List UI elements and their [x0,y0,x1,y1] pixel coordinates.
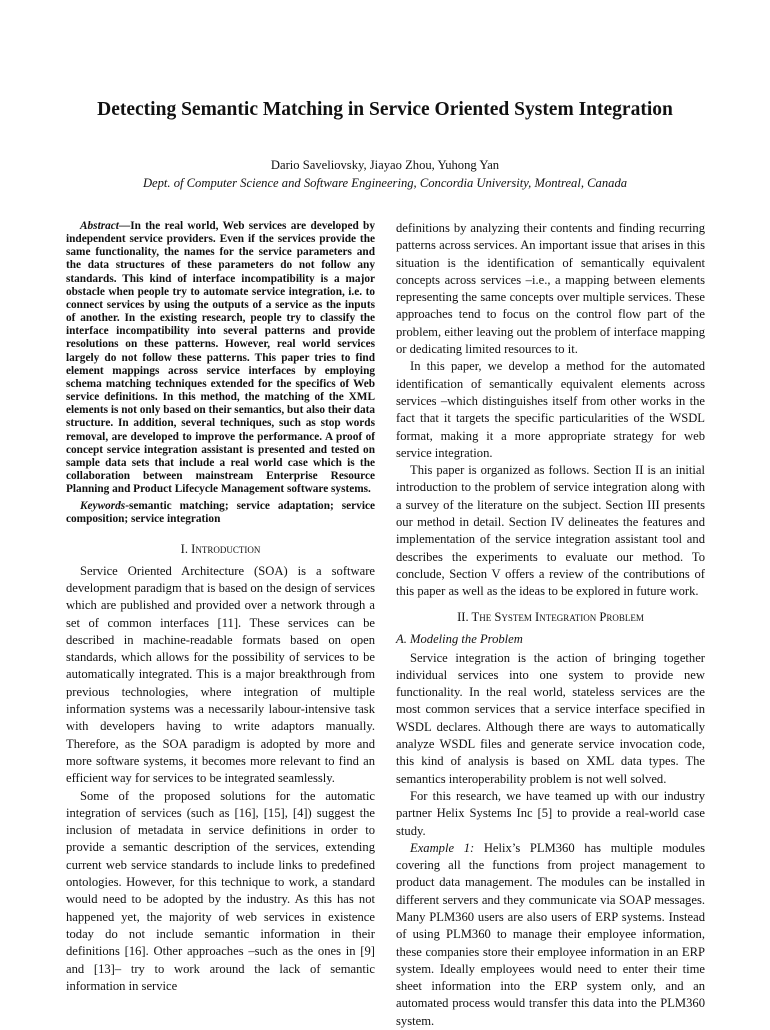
abstract-label: Abstract [80,220,119,232]
intro-paragraph-2: Some of the proposed solutions for the automatic integration of services (such as [16], [15], [4]) suggest the inclusion of metadata in service definitions in order to provide a semantic description of the services, extending current web service standards to include links to predefined ontologies. However, for this technique to work, a standard would need to be adopted by the industry. As this has not happened yet, the majority of web services in existence today do not include semantic information in their definitions [16]. Other approaches –such as the ones in [9] and [13]– try to work around the lack of semantic information in service [66,788,375,993]
abstract-text: —In the real world, Web services are developed by independent service providers. Even if the services provide the same functionality, the names for the service parameters and the data structures of these parameters do not follow any standards. This kind of interface incompatibility is a major obstacle when people try to automate service integration, i.e. to connect services by using the outputs of a service as the inputs of another. In the existing research, people try to classify the interface incompatibility into several patterns and provide resolutions on these patterns. However, real world services largely do not follow these patterns. This paper tries to find element mappings across service interfaces by employing schema matching techniques extended for the specifics of Web service definitions. In this method, the matching of the XML elements is not only based on their semantics, but also their data structure. In addition, several techniques, such as stop words removal, are developed to improve the performance. A proof of concept service integration assistant is presented and tested on sample data sets that include a real world case which is the collaboration between mainstream Enterprise Resource Planning and Product Lifecycle Management software systems. [66,220,376,496]
section-heading-system-integration: II. The System Integration Problem [457,609,644,624]
paper-title: Detecting Semantic Matching in Service Oriented System Integration [97,99,673,120]
intro-paragraph-3: In this paper, we develop a method for the automated identification of semantically equivalent elements across services –which distinguishes itself from other works in the fact that it targets the specific particularities of the WSDL format, making it a more appropriate strategy for web service integration. [396,359,705,460]
intro-paragraph-4: This paper is organized as follows. Section II is an initial introduction to the problem of service integration along with a survey of the literature on the subject. Section III presents our method in detail. Section IV delineates the features and implementation of the service integration assistant tool and describes the experiments to evaluate our method. To conclude, Section V offers a review of the contributions of this paper as well as the ideas to be explored in future work. [396,463,705,599]
keywords-label: Keywords [80,500,126,513]
example-1-label: Example 1: [410,840,475,855]
section2-paragraph-2: For this research, we have teamed up with our industry partner Helix Systems Inc [5] to provide a real-world case study. [396,788,705,838]
section-heading-introduction: I. Introduction [180,541,261,556]
subsection-heading-modeling: A. Modeling the Problem [396,631,523,646]
keywords [66,500,375,526]
author-list: Dario Saveliovsky, Jiayao Zhou, Yuhong Yan [270,158,500,172]
keywords-text: -semantic matching; service adaptation; service composition; service integration [66,500,375,526]
author-affiliation: Dept. of Computer Science and Software Engineering, Concordia University, Montreal, Canada [142,176,628,190]
section2-paragraph-1: Service integration is the action of bringing together individual services into one system to provide new functionality. In the real world, stateless services are the most common services that a service interface specified in WSDL declares. Although there are ways to automatically analyze WSDL files and generate service invocation code, this kind of analysis is based on XML data types. The semantics interoperability problem is not well solved. [396,650,705,786]
example-1-paragraph [396,840,705,1030]
intro-paragraph-1: Service Oriented Architecture (SOA) is a software development paradigm that is based on the design of services which are published and provided over a network through a set of common interfaces [11]. These services can be described in machine-readable formats based on open standards, which allows for the possibility of services to be automatically integrated. This is a major breakthrough from previous technologies, where integration of multiple information systems was a necessarily labour-intensive task with developers having to write adaptors manually. Therefore, as the SOA paradigm is adopted by more and more software systems, it becomes more relevant to find an efficient way for services to be integrated seamlessly. [66,563,375,786]
intro-paragraph-2-continued: definitions by analyzing their contents and finding recurring patterns across services. An important issue that arises in this situation is the identification of semantically equivalent concepts across services –i.e., a mapping between elements representing the same concepts over multiple services. These approaches tend to focus on the control flow part of the problem, either leaving out the problem of interface mapping or dedicating limited resources to it. [396,221,705,357]
abstract [66,220,375,496]
left-column [66,220,375,995]
right-column [396,220,705,1030]
example-1-text: Helix’s PLM360 has multiple modules covering all the functions from project management to product data management. The modules can be installed in different servers and they communicate via SOAP messages. Many PLM360 users are also users of ERP systems. Instead of using PLM360 to manage their employee information, these companies store their employee information in an ERP system. Ideally employees would need to enter their time sheet information into the ERP system only, and an automated process would transfer this data into the PLM360 system. [396,840,705,1028]
